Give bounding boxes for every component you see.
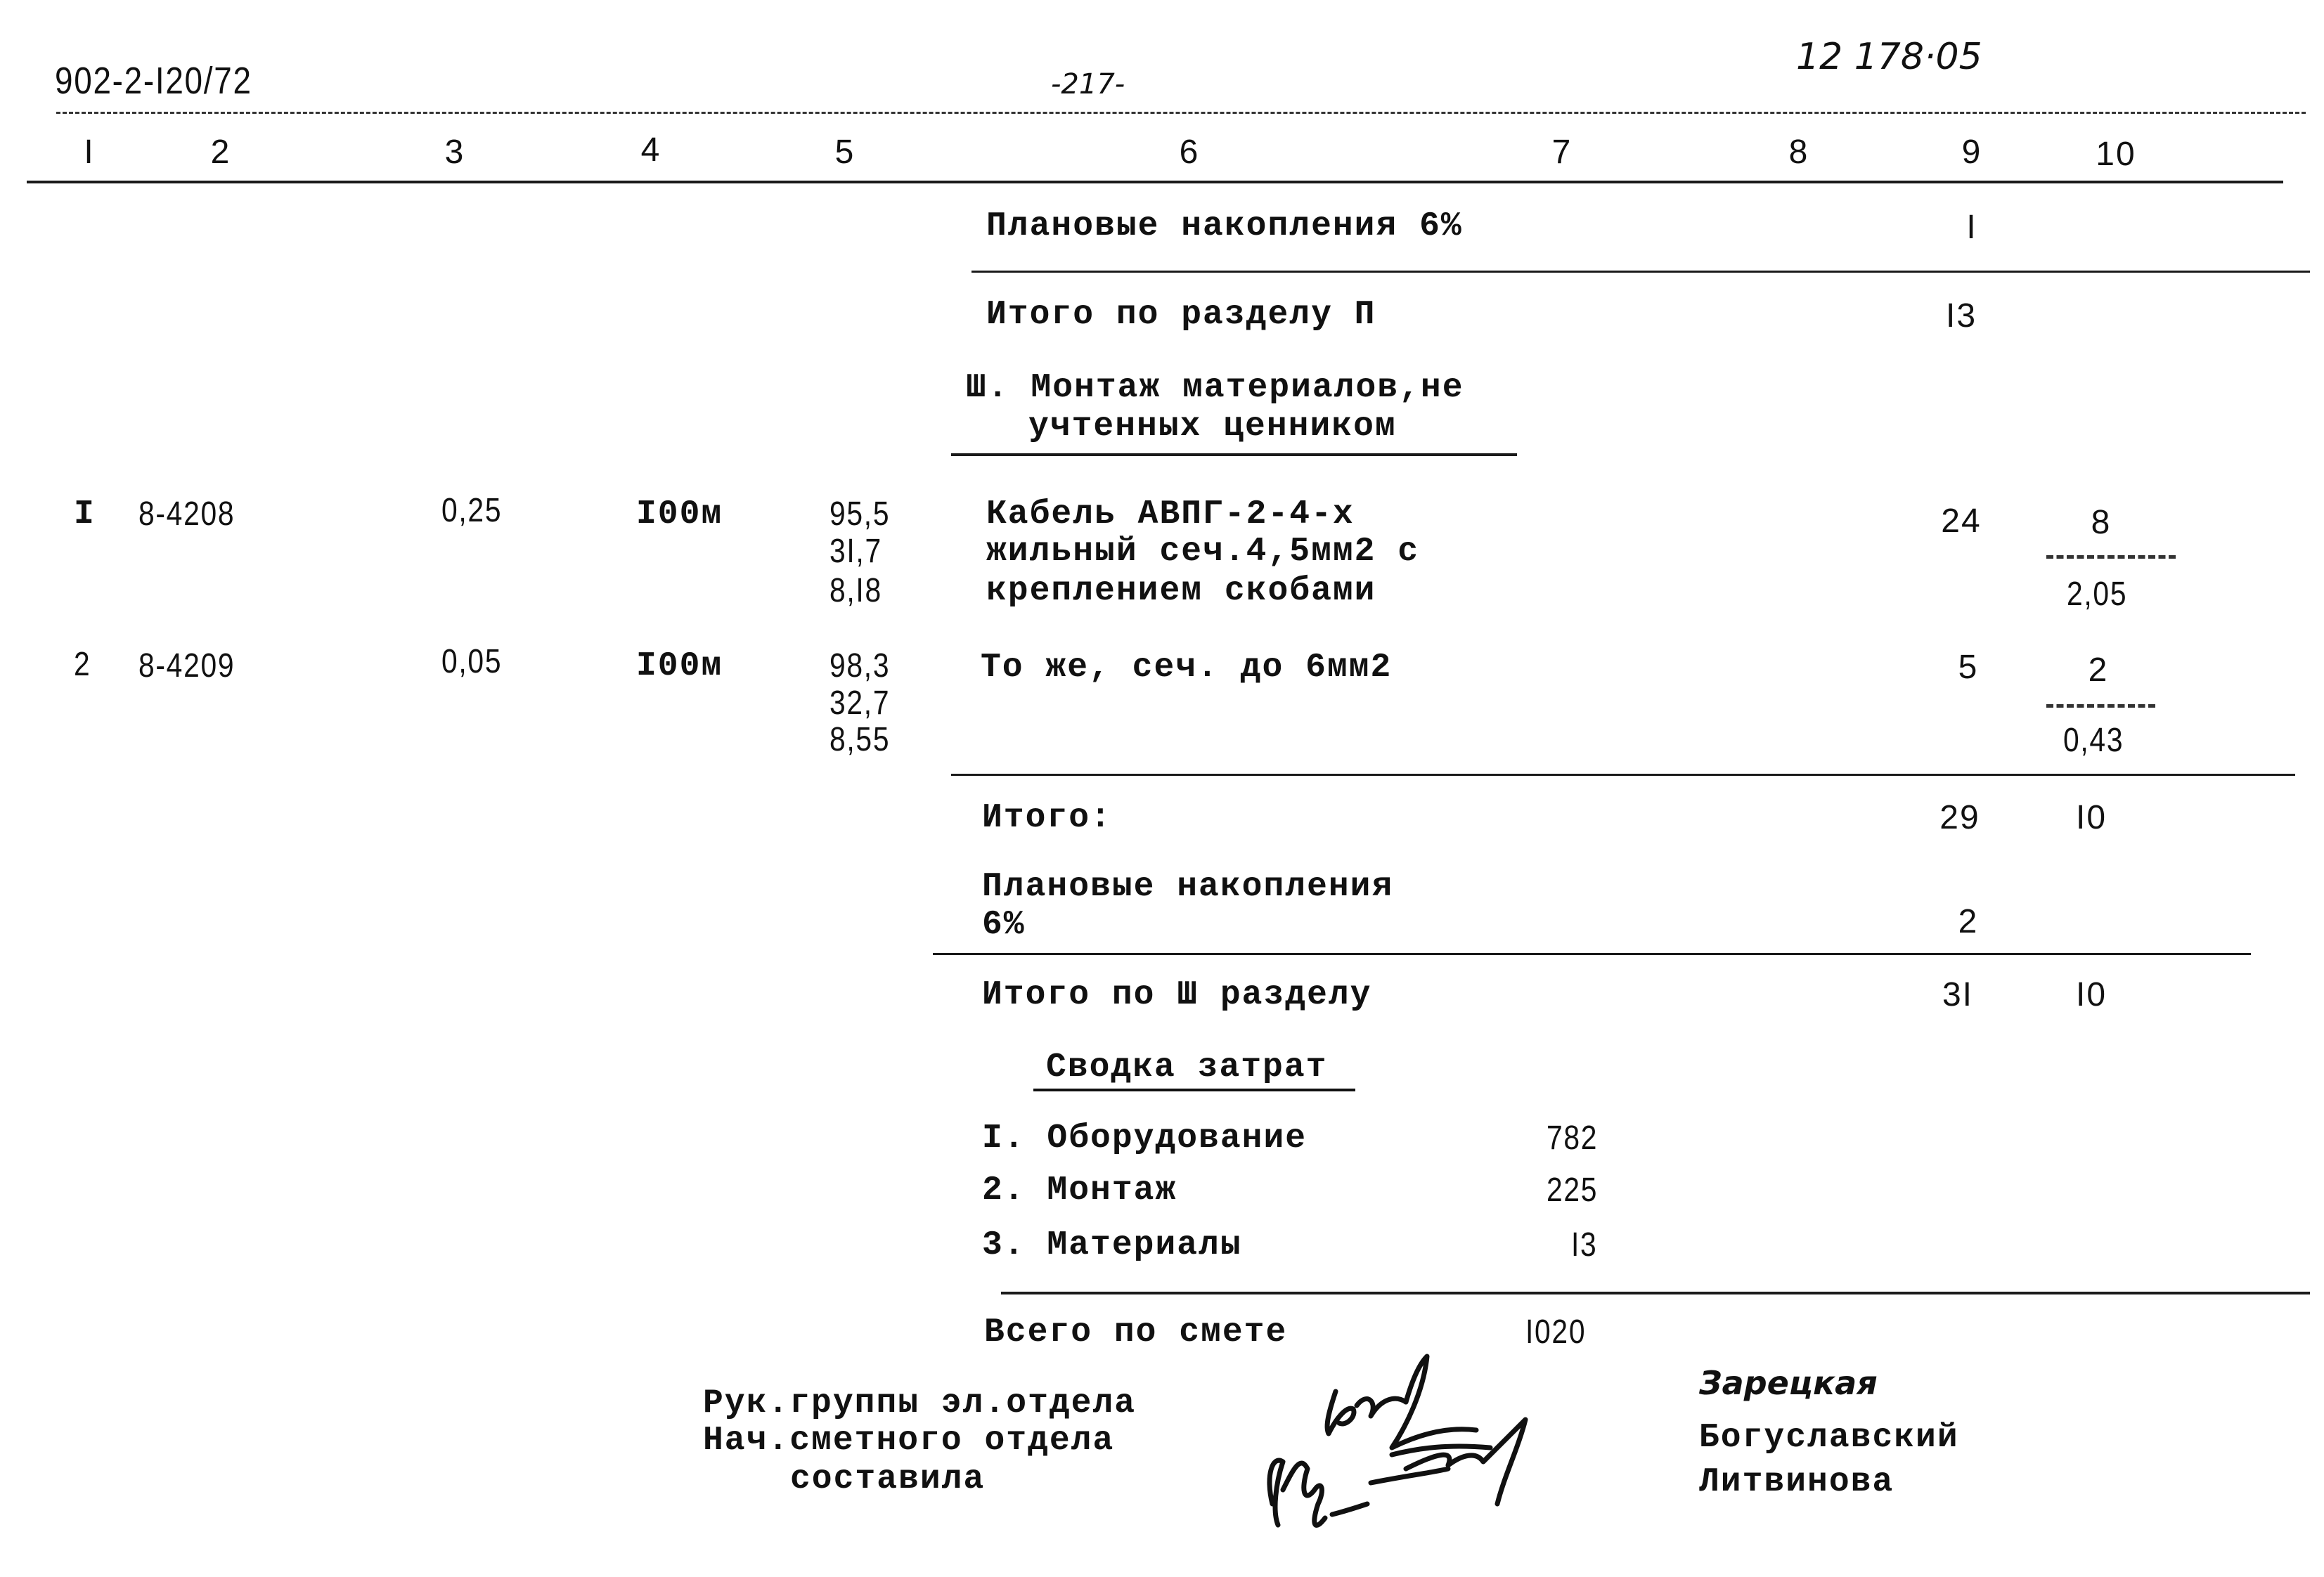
planned-savings-value: 2 bbox=[1958, 903, 1979, 940]
header-divider bbox=[56, 112, 2306, 114]
price: 32,7 bbox=[829, 684, 891, 722]
summary-item-label: 2. Монтаж bbox=[982, 1172, 1177, 1209]
grand-total-label: Всего по смете bbox=[984, 1313, 1288, 1351]
planned-savings-value: I bbox=[1966, 209, 1977, 246]
handwritten-name: Зарецкая bbox=[1699, 1364, 1878, 1402]
summary-item-value: I3 bbox=[1571, 1226, 1598, 1264]
description: жильный сеч.4,5мм2 с bbox=[986, 533, 1420, 571]
section3-title-cont: учтенных ценником bbox=[1028, 408, 1397, 446]
description: То же, сеч. до 6мм2 bbox=[981, 649, 1393, 687]
rate-code: 8-4209 bbox=[138, 647, 235, 684]
col9-value: 24 bbox=[1941, 502, 1982, 540]
col10-top: 2 bbox=[2088, 651, 2109, 689]
planned-savings-percent: 6% bbox=[982, 906, 1026, 944]
planned-savings-label: Плановые накопления 6% bbox=[986, 207, 1463, 245]
quantity: 0,25 bbox=[441, 492, 503, 529]
quantity: 0,05 bbox=[441, 643, 503, 680]
row-number: 2 bbox=[74, 646, 91, 683]
signature-role: составила bbox=[790, 1460, 986, 1498]
section2-total-value: I3 bbox=[1945, 297, 1977, 335]
description: Кабель АВПГ-2-4-х bbox=[986, 495, 1355, 533]
col10-bottom: 0,43 bbox=[2063, 722, 2124, 759]
price: 8,55 bbox=[829, 721, 891, 758]
subtotal-col10: I0 bbox=[2075, 799, 2107, 836]
summary-item-label: I. Оборудование bbox=[982, 1120, 1308, 1157]
divider bbox=[951, 774, 2295, 776]
section3-total-col9: 3I bbox=[1942, 976, 1974, 1013]
rate-code: 8-4208 bbox=[138, 495, 235, 533]
column-header: 8 bbox=[1788, 134, 1809, 171]
summary-title: Сводка затрат bbox=[1033, 1051, 1355, 1091]
column-header: 4 bbox=[640, 131, 661, 169]
price: 8,I8 bbox=[829, 572, 882, 609]
summary-item-label: 3. Материалы bbox=[982, 1226, 1242, 1264]
unit: I00м bbox=[636, 495, 723, 533]
divider bbox=[971, 271, 2310, 273]
column-header: 7 bbox=[1551, 134, 1573, 171]
signature-role: Нач.сметного отдела bbox=[703, 1422, 1115, 1460]
row-number: I bbox=[74, 495, 96, 533]
signer-name: Литвинова bbox=[1699, 1463, 1894, 1501]
col10-bottom: 2,05 bbox=[2067, 576, 2128, 613]
subtotal-col9: 29 bbox=[1939, 799, 1980, 836]
section3-title: Ш. Монтаж материалов,не bbox=[966, 369, 1464, 407]
divider bbox=[933, 953, 2251, 955]
column-header: 3 bbox=[444, 134, 465, 171]
signer-name: Богуславский bbox=[1699, 1419, 1959, 1457]
handwritten-signatures-icon bbox=[1195, 1349, 1673, 1546]
planned-savings-label: Плановые накопления bbox=[982, 868, 1394, 906]
column-header: 2 bbox=[210, 134, 231, 171]
divider bbox=[951, 453, 1517, 456]
header-rule bbox=[27, 181, 2283, 183]
description: креплением скобами bbox=[986, 572, 1376, 610]
document-code: 902-2-I20/72 bbox=[55, 60, 252, 102]
column-header: 6 bbox=[1179, 134, 1200, 171]
fraction-line bbox=[2046, 704, 2155, 708]
signature-role: Рук.группы эл.отдела bbox=[703, 1384, 1137, 1422]
divider bbox=[1001, 1292, 2310, 1294]
column-header: 9 bbox=[1961, 134, 1982, 171]
page-number: -217- bbox=[1051, 68, 1125, 100]
column-header: I bbox=[84, 134, 95, 171]
price: 3I,7 bbox=[829, 533, 882, 570]
summary-item-value: 782 bbox=[1547, 1120, 1599, 1157]
column-header: 10 bbox=[2096, 136, 2136, 173]
col9-value: 5 bbox=[1958, 649, 1979, 686]
section3-total-label: Итого по Ш разделу bbox=[982, 976, 1372, 1014]
handwritten-code: 12 178·05 bbox=[1796, 36, 1982, 78]
price: 95,5 bbox=[829, 495, 891, 533]
fraction-line bbox=[2046, 555, 2176, 559]
column-header: 5 bbox=[834, 134, 856, 171]
grand-total-value: I020 bbox=[1525, 1313, 1587, 1351]
section3-total-col10: I0 bbox=[2075, 976, 2107, 1013]
price: 98,3 bbox=[829, 647, 891, 684]
unit: I00м bbox=[636, 647, 723, 685]
summary-item-value: 225 bbox=[1547, 1172, 1599, 1209]
col10-top: 8 bbox=[2091, 504, 2112, 541]
subtotal-label: Итого: bbox=[982, 799, 1112, 837]
section2-total-label: Итого по разделу П bbox=[986, 296, 1376, 334]
